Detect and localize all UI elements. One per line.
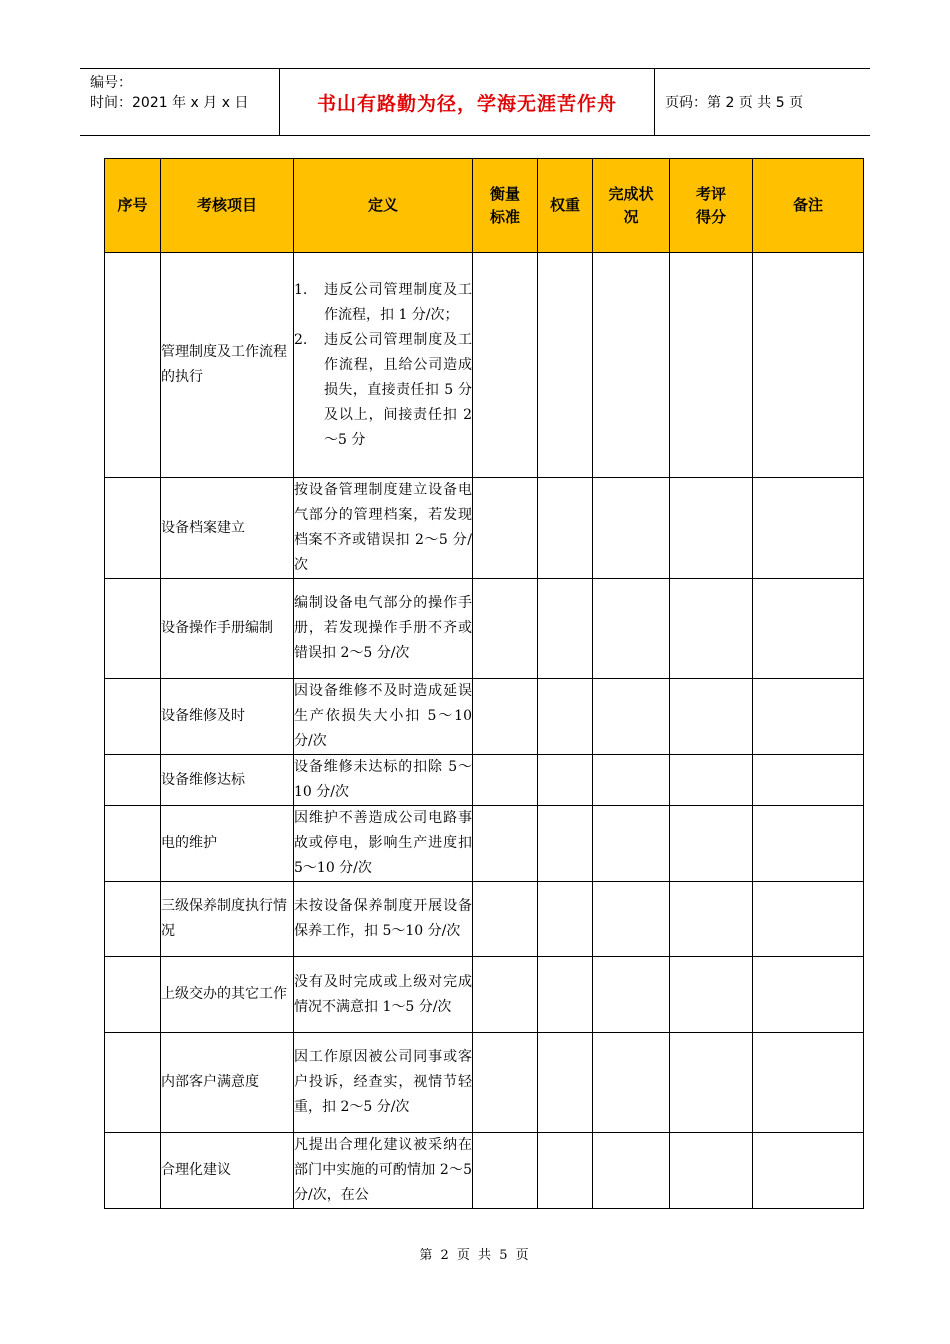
- table-header-row: [105, 159, 864, 253]
- definition-cell: 设备维修未达标的扣除 5～10 分/次: [294, 755, 473, 806]
- weight-cell: [538, 579, 593, 679]
- remark-cell: [753, 806, 864, 882]
- item-cell: 上级交办的其它工作: [161, 957, 294, 1033]
- table-row: [105, 1033, 864, 1133]
- list-item: 2. 违反公司管理制度及工作流程，且给公司造成损失，直接责任扣 5 分及以上，间接责任扣 2～5 分: [294, 331, 472, 448]
- index-cell: [105, 478, 161, 579]
- col-header-score: 考评得分: [670, 159, 753, 253]
- time-label: 时间：2021 年 x 月 x 日: [90, 95, 249, 111]
- standard-cell: [473, 1133, 538, 1209]
- table-row: [105, 679, 864, 755]
- weight-cell: [538, 957, 593, 1033]
- definition-cell: 因工作原因被公司同事或客户投诉，经查实，视情节轻重，扣 2～5 分/次: [294, 1033, 473, 1133]
- remark-cell: [753, 579, 864, 679]
- table-row: [105, 579, 864, 679]
- col-header-item: 考核项目: [161, 159, 294, 253]
- table-row: [105, 755, 864, 806]
- table-row: [105, 957, 864, 1033]
- weight-cell: [538, 882, 593, 957]
- col-header-standard: 衡量标准: [473, 159, 538, 253]
- status-cell: [593, 755, 670, 806]
- standard-cell: [473, 1033, 538, 1133]
- definition-cell: 因维护不善造成公司电路事故或停电，影响生产进度扣 5～10 分/次: [294, 806, 473, 882]
- index-cell: [105, 806, 161, 882]
- item-cell: 三级保养制度执行情况: [161, 882, 294, 957]
- standard-cell: [473, 679, 538, 755]
- item-cell: 管理制度及工作流程的执行: [161, 253, 294, 478]
- col-header-remark: 备注: [753, 159, 864, 253]
- remark-cell: [753, 882, 864, 957]
- standard-cell: [473, 806, 538, 882]
- weight-cell: [538, 478, 593, 579]
- weight-cell: [538, 253, 593, 478]
- definition-cell: 按设备管理制度建立设备电气部分的管理档案，若发现档案不齐或错误扣 2～5 分/次: [294, 478, 473, 579]
- definition-cell: 因设备维修不及时造成延误生产依损失大小扣 5～10 分/次: [294, 679, 473, 755]
- list-item: 1. 违反公司管理制度及工作流程，扣 1 分/次；: [294, 281, 472, 323]
- status-cell: [593, 253, 670, 478]
- table-row: [105, 1133, 864, 1209]
- definition-cell: [294, 253, 473, 478]
- item-cell: 设备档案建立: [161, 478, 294, 579]
- index-cell: [105, 579, 161, 679]
- score-cell: [670, 679, 753, 755]
- item-cell: 内部客户满意度: [161, 1033, 294, 1133]
- score-cell: [670, 882, 753, 957]
- index-cell: [105, 1033, 161, 1133]
- weight-cell: [538, 806, 593, 882]
- table-row: [105, 806, 864, 882]
- score-cell: [670, 755, 753, 806]
- status-cell: [593, 478, 670, 579]
- status-cell: [593, 1033, 670, 1133]
- col-header-index: 序号: [105, 159, 161, 253]
- status-cell: [593, 957, 670, 1033]
- col-header-definition: 定义: [294, 159, 473, 253]
- header-page-cell: [655, 69, 870, 135]
- page-indicator: 页码：第 2 页 共 5 页: [665, 95, 804, 111]
- standard-cell: [473, 882, 538, 957]
- score-cell: [670, 478, 753, 579]
- item-cell: 电的维护: [161, 806, 294, 882]
- remark-cell: [753, 957, 864, 1033]
- number-label: 编号：: [90, 75, 132, 91]
- col-header-weight: 权重: [538, 159, 593, 253]
- weight-cell: [538, 1033, 593, 1133]
- index-cell: [105, 253, 161, 478]
- item-cell: 设备维修及时: [161, 679, 294, 755]
- status-cell: [593, 679, 670, 755]
- index-cell: [105, 679, 161, 755]
- index-cell: [105, 882, 161, 957]
- score-cell: [670, 1133, 753, 1209]
- definition-cell: 未按设备保养制度开展设备保养工作，扣 5～10 分/次: [294, 882, 473, 957]
- remark-cell: [753, 253, 864, 478]
- remark-cell: [753, 679, 864, 755]
- weight-cell: [538, 1133, 593, 1209]
- weight-cell: [538, 755, 593, 806]
- weight-cell: [538, 679, 593, 755]
- index-cell: [105, 1133, 161, 1209]
- remark-cell: [753, 1033, 864, 1133]
- status-cell: [593, 806, 670, 882]
- assessment-table: [104, 158, 864, 1209]
- table-row: [105, 478, 864, 579]
- definition-cell: 编制设备电气部分的操作手册，若发现操作手册不齐或错误扣 2～5 分/次: [294, 579, 473, 679]
- status-cell: [593, 579, 670, 679]
- score-cell: [670, 1033, 753, 1133]
- remark-cell: [753, 1133, 864, 1209]
- standard-cell: [473, 478, 538, 579]
- table-row: [105, 253, 864, 478]
- status-cell: [593, 1133, 670, 1209]
- index-cell: [105, 755, 161, 806]
- item-cell: 合理化建议: [161, 1133, 294, 1209]
- item-cell: 设备操作手册编制: [161, 579, 294, 679]
- page-header: [80, 68, 870, 136]
- remark-cell: [753, 478, 864, 579]
- standard-cell: [473, 957, 538, 1033]
- standard-cell: [473, 253, 538, 478]
- standard-cell: [473, 579, 538, 679]
- score-cell: [670, 579, 753, 679]
- index-cell: [105, 957, 161, 1033]
- remark-cell: [753, 755, 864, 806]
- item-cell: 设备维修达标: [161, 755, 294, 806]
- definition-cell: 没有及时完成或上级对完成情况不满意扣 1～5 分/次: [294, 957, 473, 1033]
- page-footer: 第 2 页 共 5 页: [419, 1248, 531, 1263]
- score-cell: [670, 957, 753, 1033]
- status-cell: [593, 882, 670, 957]
- standard-cell: [473, 755, 538, 806]
- definition-list: [294, 278, 472, 453]
- header-meta: [80, 69, 280, 135]
- score-cell: [670, 806, 753, 882]
- header-motto-cell: [280, 69, 655, 135]
- definition-cell: 凡提出合理化建议被采纳在部门中实施的可酌情加 2～5 分/次，在公: [294, 1133, 473, 1209]
- score-cell: [670, 253, 753, 478]
- col-header-status: 完成状况: [593, 159, 670, 253]
- motto: 书山有路勤为径，学海无涯苦作舟: [316, 92, 617, 115]
- table-row: [105, 882, 864, 957]
